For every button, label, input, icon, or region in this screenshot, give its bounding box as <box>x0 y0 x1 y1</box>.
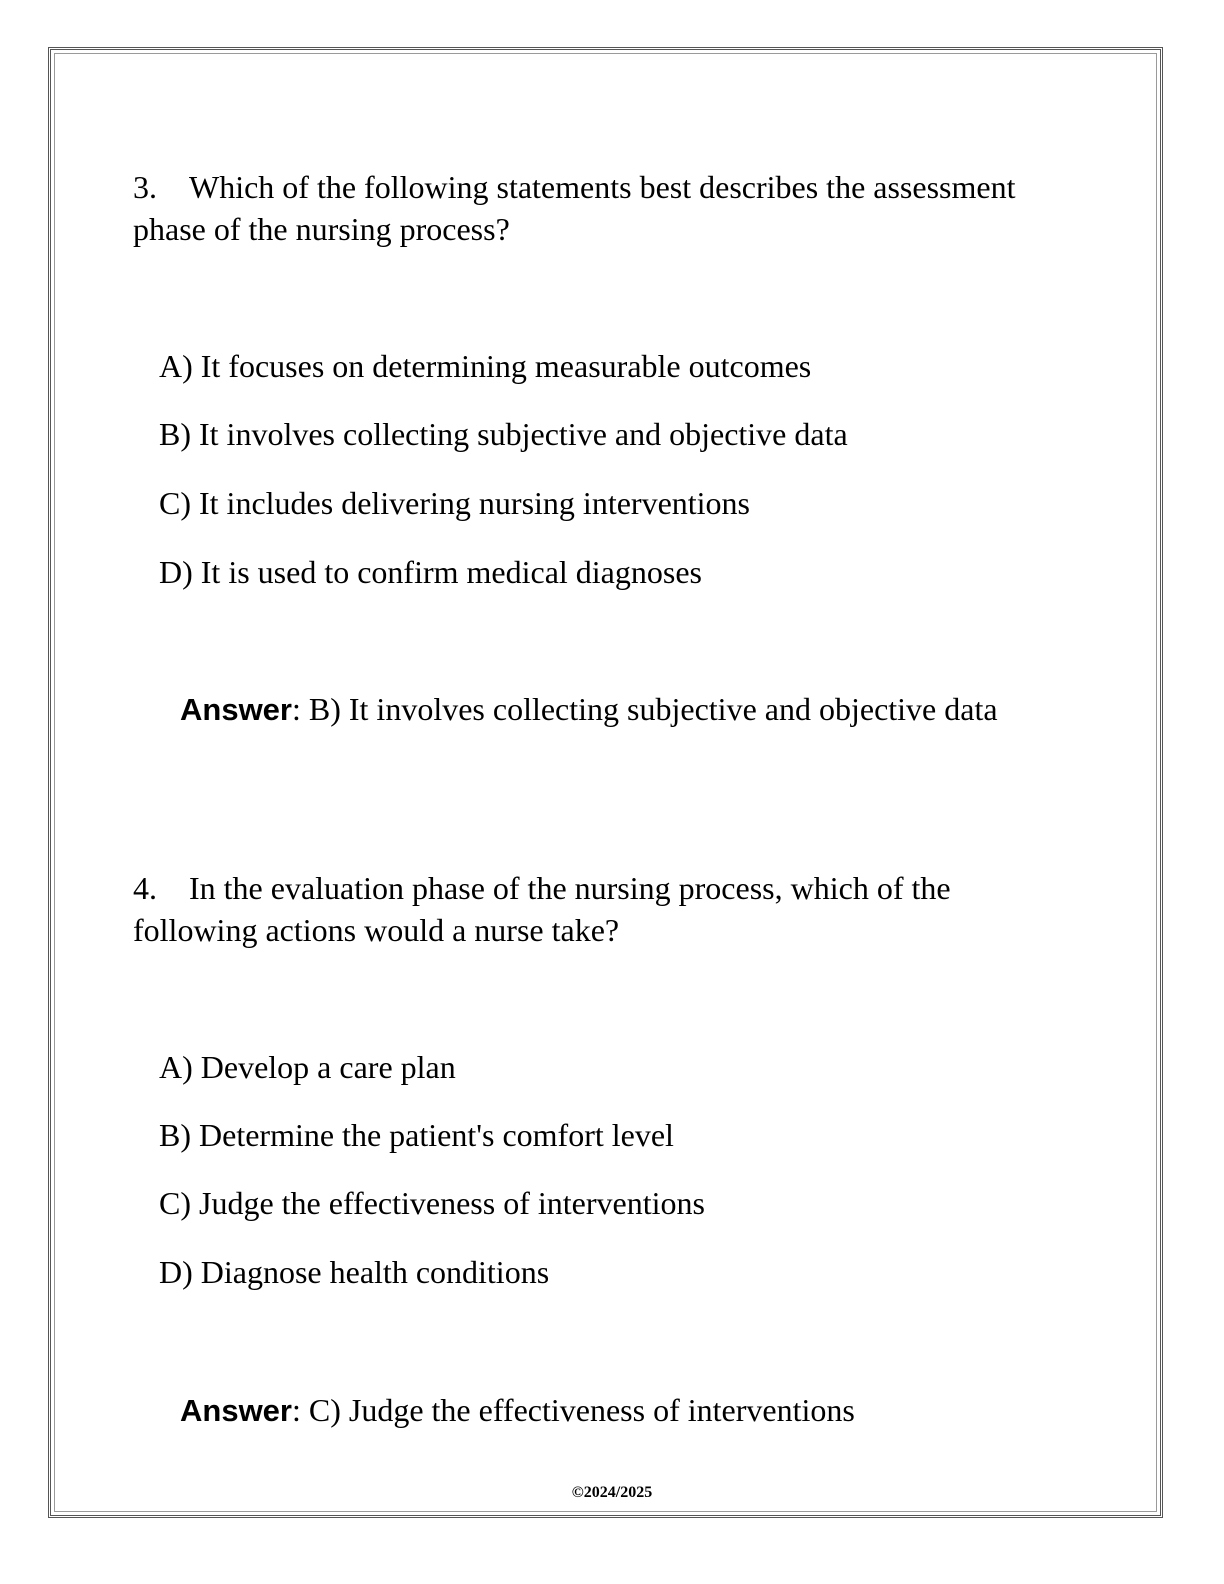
question-3-stem: Which of the following statements best describes the assessment phase of the nursing process? <box>133 169 1016 247</box>
question-3-option-a: A) It focuses on determining measurable outcomes <box>159 348 812 384</box>
question-3-number: 3. <box>133 169 157 205</box>
question-4-answer-text: : C) Judge the effectiveness of interventions <box>291 1392 855 1428</box>
question-3-answer-label: Answer <box>180 692 292 727</box>
question-4-option-a: A) Develop a care plan <box>159 1049 456 1085</box>
question-4-answer <box>133 1389 1063 1432</box>
question-4-stem: In the evaluation phase of the nursing process, which of the following actions would a nurse take? <box>133 870 951 948</box>
question-4-answer-label: Answer <box>180 1393 292 1428</box>
question-4-option-b: B) Determine the patient's comfort level <box>159 1117 674 1153</box>
page-border-inner <box>54 53 1157 1512</box>
question-3-answer <box>133 688 1063 731</box>
question-4-number: 4. <box>133 870 157 906</box>
question-4-option-d: D) Diagnose health conditions <box>159 1254 550 1290</box>
copyright-footer: ©2024/2025 <box>571 1484 653 1501</box>
page-border <box>48 47 1163 1518</box>
question-3-text <box>133 166 1073 250</box>
question-4-text <box>133 867 1073 951</box>
question-4-option-c: C) Judge the effectiveness of interventions <box>159 1185 705 1221</box>
question-3-option-d: D) It is used to confirm medical diagnoses <box>159 554 702 590</box>
question-3-answer-text: : B) It involves collecting subjective and objective data <box>291 691 998 727</box>
question-3-option-b: B) It involves collecting subjective and objective data <box>159 416 848 452</box>
question-3-option-c: C) It includes delivering nursing interventions <box>159 485 750 521</box>
